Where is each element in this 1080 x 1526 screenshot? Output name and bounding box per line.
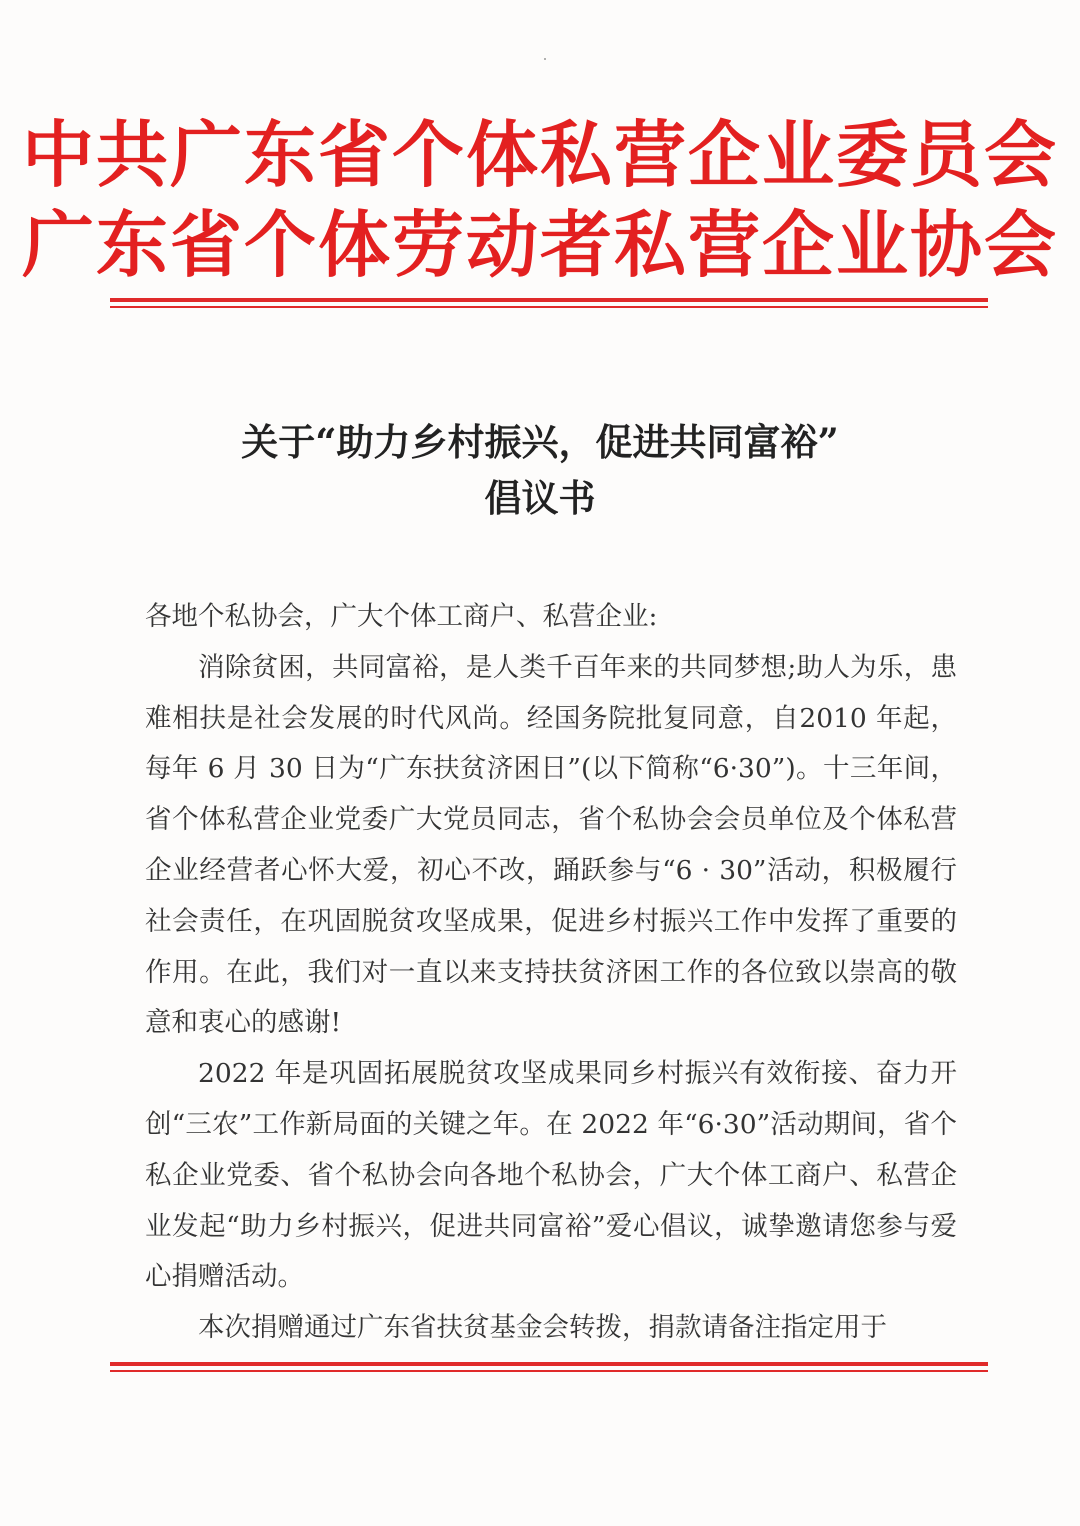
document-body [145, 592, 957, 1354]
document-title-line-2: 倡议书 [484, 476, 596, 520]
paragraph-2: 2022 年是巩固拓展脱贫攻坚成果同乡村振兴有效衔接、奋力开创“三农”工作新局面的关键之年。在 2022 年“6·30”活动期间，省个私企业党委、省个私协会向各地个私协会，广大个体工商户、私营企业发起“助力乡村振兴，促进共同富裕”爱心倡议，诚挚邀请您参与爱心捐赠活动。 [145, 1058, 957, 1293]
document-title-line-1: 关于“助力乡村振兴，促进共同富裕” [241, 420, 839, 464]
masthead-line-2: 广东省个体劳动者私营企业协会 [21, 202, 1058, 287]
paragraph-3: 本次捐赠通过广东省扶贫基金会转拨，捐款请备注指定用于 [198, 1312, 887, 1344]
salutation: 各地个私协会，广大个体工商户、私营企业: [145, 601, 658, 632]
paragraph-1: 消除贫困，共同富裕，是人类千百年来的共同梦想;助人为乐，患难相扶是社会发展的时代风尚。经国务院批复同意，自2010 年起，每年 6 月 30 日为“广东扶贫济困日”(以下简称“6·30”)。十三年间，省个体私营企业党委广大党员同志，省个私协会会员单位及个体私营企业经营者心怀大爱，初心不改，踊跃参与“6 · 30”活动，积极履行社会责任，在巩固脱贫攻坚成果，促进乡村振兴工作中发挥了重要的作用。在此，我们对一直以来支持扶贫济困工作的各位致以崇高的敬意和衷心的感谢! [145, 651, 957, 1039]
header-red-rule [110, 298, 988, 308]
scan-speck [544, 58, 546, 60]
masthead-line-1: 中共广东省个体私营企业委员会 [21, 112, 1058, 197]
footer-red-rule [110, 1362, 988, 1372]
